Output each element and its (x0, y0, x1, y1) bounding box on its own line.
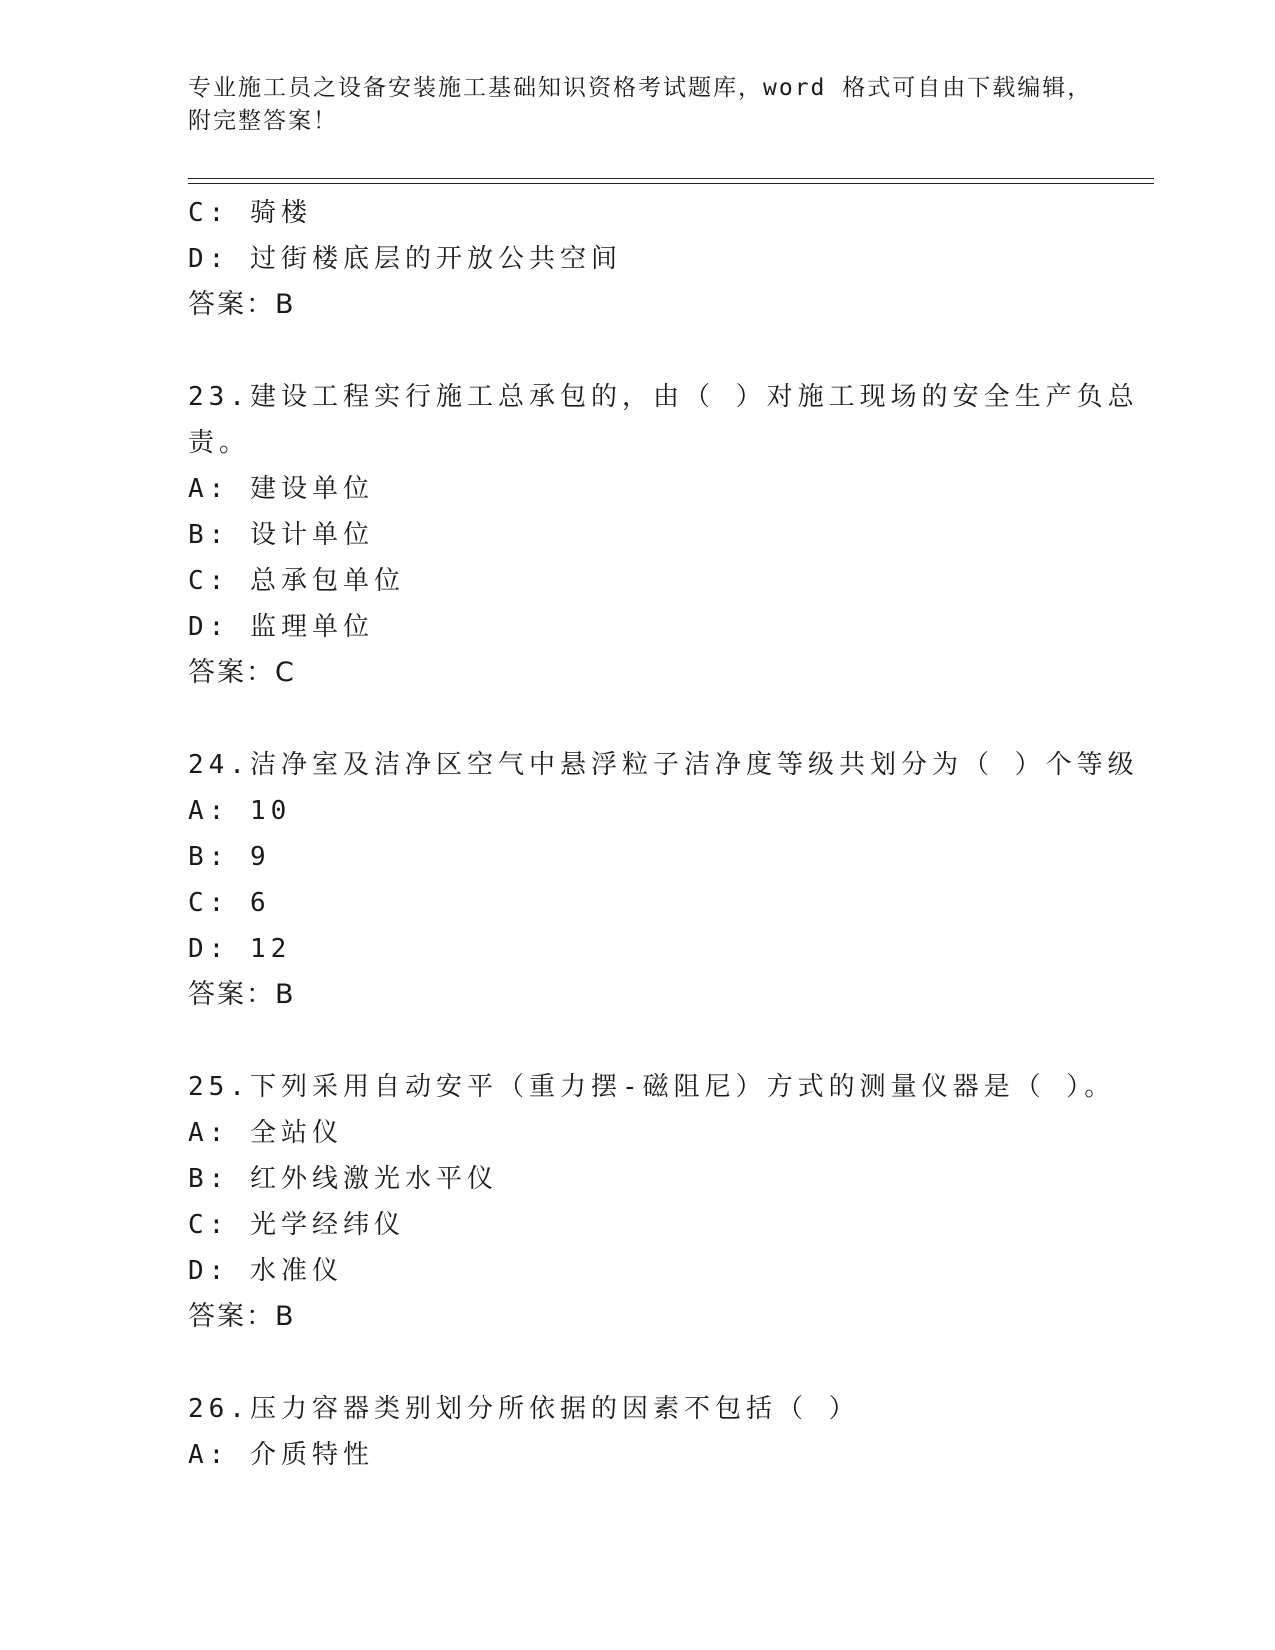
document-header (188, 72, 1148, 138)
option-c: C: 骑楼 (188, 198, 312, 228)
option-a: A: 介质特性 (188, 1440, 374, 1470)
question-25 (188, 1064, 1148, 1340)
answer: 答案：B (188, 1301, 296, 1332)
question-stem: 25.下列采用自动安平（重力摆-磁阻尼）方式的测量仪器是（ ）。 (188, 1072, 1116, 1102)
spacer (188, 696, 1148, 742)
question-stem-continued: 责。 (188, 428, 251, 458)
answer: 答案：B (188, 979, 296, 1010)
header-line-1: 专业施工员之设备安装施工基础知识资格考试题库，word 格式可自由下载编辑， (188, 75, 1093, 101)
question-stem: 23.建设工程实行施工总承包的，由（ ）对施工现场的安全生产负总 (188, 382, 1139, 412)
spacer (188, 328, 1148, 374)
option-d: D: 过街楼底层的开放公共空间 (188, 244, 622, 274)
header-rule-bottom (188, 183, 1154, 184)
option-b: B: 红外线激光水平仪 (188, 1164, 498, 1194)
answer: 答案：B (188, 289, 296, 320)
question-stem: 26.压力容器类别划分所依据的因素不包括（ ） (188, 1394, 860, 1424)
option-d: D: 12 (188, 934, 292, 964)
answer: 答案：C (188, 657, 296, 688)
option-b: B: 9 (188, 842, 271, 872)
option-c: C: 6 (188, 888, 271, 918)
header-line-2: 附完整答案！ (188, 108, 338, 134)
question-list (188, 190, 1148, 1478)
spacer (188, 1018, 1148, 1064)
option-d: D: 水准仪 (188, 1256, 343, 1286)
option-c: C: 光学经纬仪 (188, 1210, 405, 1240)
spacer (188, 1340, 1148, 1386)
question-22 (188, 190, 1148, 328)
question-26 (188, 1386, 1148, 1478)
question-stem: 24.洁净室及洁净区空气中悬浮粒子洁净度等级共划分为（ ）个等级 (188, 750, 1139, 780)
question-23 (188, 374, 1148, 696)
option-b: B: 设计单位 (188, 520, 374, 550)
question-24 (188, 742, 1148, 1018)
option-a: A: 10 (188, 796, 292, 826)
option-c: C: 总承包单位 (188, 566, 405, 596)
option-a: A: 建设单位 (188, 474, 374, 504)
option-d: D: 监理单位 (188, 612, 374, 642)
option-a: A: 全站仪 (188, 1118, 343, 1148)
header-rule-top (188, 178, 1154, 179)
